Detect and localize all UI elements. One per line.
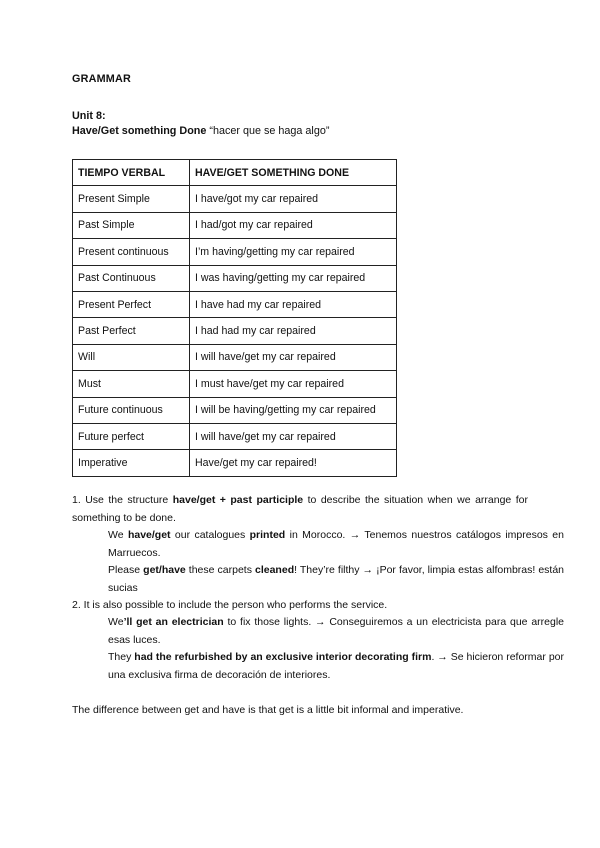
rule-1 (72, 492, 528, 527)
example-4-text: They (108, 651, 135, 663)
example-3-bold: ’ll get an electrician (123, 616, 224, 628)
header-tiempo-verbal: TIEMPO VERBAL (73, 160, 190, 186)
example-cell: I have had my car repaired (190, 291, 397, 317)
table-row (73, 186, 397, 212)
tense-cell: Will (73, 344, 190, 370)
example-cell: I will be having/getting my car repaired (190, 397, 397, 423)
example-1-bold: have/get (127, 529, 171, 541)
rule-1-post: to describe the situation when we arrange for something to be done. (72, 494, 528, 524)
example-2-bold: cleaned (255, 564, 295, 576)
tense-cell: Must (73, 371, 190, 397)
example-1-bold: printed (249, 529, 286, 541)
table-row (73, 291, 397, 317)
example-2-text: these carpets (185, 564, 255, 576)
example-cell: I will have/get my car repaired (190, 423, 397, 449)
table-row (73, 212, 397, 238)
tense-cell: Present Simple (73, 186, 190, 212)
rule-1-bold: have/get + past participle (172, 494, 304, 506)
example-cell: I will have/get my car repaired (190, 344, 397, 370)
table-row (73, 371, 397, 397)
header-have-get: HAVE/GET SOMETHING DONE (190, 160, 397, 186)
example-2-bold: get/have (143, 564, 186, 576)
table-row (73, 423, 397, 449)
tense-cell: Past Simple (73, 212, 190, 238)
example-cell: I have/got my car repaired (190, 186, 397, 212)
example-3-text: We (108, 616, 124, 628)
table-row (73, 318, 397, 344)
example-4 (72, 649, 564, 684)
rule-1-pre: 1. Use the structure (72, 494, 173, 506)
tense-cell: Present Perfect (73, 291, 190, 317)
example-cell: I must have/get my car repaired (190, 371, 397, 397)
unit-title: Unit 8: (72, 110, 106, 122)
table-row (73, 239, 397, 265)
example-1-text: our catalogues (170, 529, 250, 541)
closing-note: The difference between get and have is that get is a little bit informal and imperative. (72, 704, 464, 716)
tense-cell: Future continuous (73, 397, 190, 423)
example-3 (72, 614, 564, 649)
tense-cell: Imperative (73, 450, 190, 476)
tense-cell: Past Perfect (73, 318, 190, 344)
example-2 (72, 562, 564, 597)
tense-cell: Present continuous (73, 239, 190, 265)
topic-bold: Have/Get something Done (72, 125, 207, 137)
example-3-text: to fix those lights. → Conseguiremos a un electricista para que arregle esas luces. (108, 616, 564, 646)
example-2-text: Please (108, 564, 144, 576)
example-cell: I had had my car repaired (190, 318, 397, 344)
example-4-bold: had the refurbished by an exclusive interior decorating firm (134, 651, 432, 663)
rule-2: 2. It is also possible to include the person who performs the service. (72, 599, 388, 611)
table-row (73, 397, 397, 423)
topic-title (72, 125, 329, 137)
example-cell: I’m having/getting my car repaired (190, 239, 397, 265)
example-cell: I had/got my car repaired (190, 212, 397, 238)
tense-cell: Future perfect (73, 423, 190, 449)
table-header-row (73, 160, 397, 186)
example-cell: Have/get my car repaired! (190, 450, 397, 476)
tense-table (72, 159, 397, 477)
table-row (73, 344, 397, 370)
example-2-text: ! They’re filthy → ¡Por favor, limpia estas alfombras! están sucias (108, 564, 565, 594)
example-cell: I was having/getting my car repaired (190, 265, 397, 291)
example-1 (72, 527, 564, 562)
example-1-text: in Morocco. → Tenemos nuestros catálogos impresos en Marruecos. (108, 529, 564, 559)
example-4-text: . → Se hicieron reformar por una exclusiva firma de decoración de interiores. (108, 651, 564, 681)
tense-cell: Past Continuous (73, 265, 190, 291)
table-row (73, 450, 397, 476)
document-heading: GRAMMAR (72, 73, 131, 85)
example-1-text: We (108, 529, 128, 541)
topic-translation: “hacer que se haga algo” (206, 125, 330, 137)
table-row (73, 265, 397, 291)
